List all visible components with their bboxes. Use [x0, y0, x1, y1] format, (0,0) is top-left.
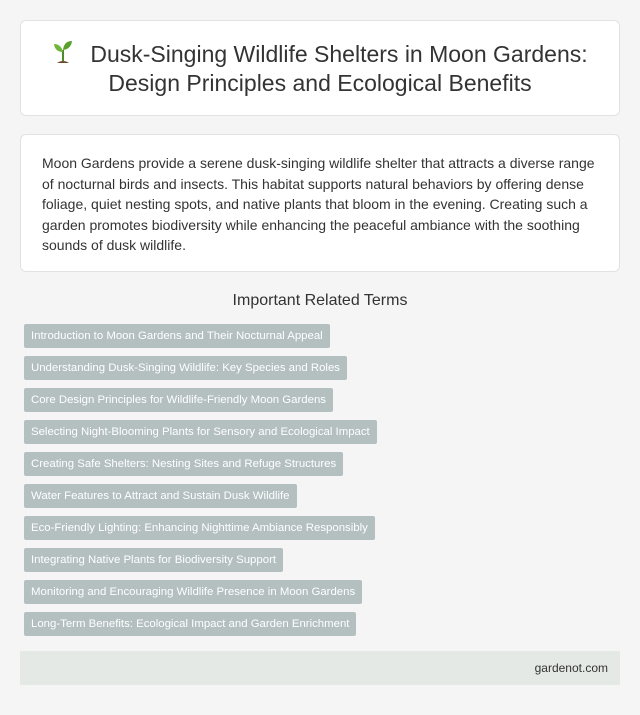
related-term[interactable]: Understanding Dusk-Singing Wildlife: Key Species and Roles: [24, 356, 347, 380]
related-terms-list: [24, 324, 377, 644]
footer: [20, 651, 620, 685]
related-term[interactable]: Water Features to Attract and Sustain Dusk Wildlife: [24, 484, 297, 508]
title-card: [20, 20, 620, 116]
related-term[interactable]: Eco-Friendly Lighting: Enhancing Nighttime Ambiance Responsibly: [24, 516, 375, 540]
related-term[interactable]: Monitoring and Encouraging Wildlife Presence in Moon Gardens: [24, 580, 362, 604]
related-terms-heading: Important Related Terms: [232, 292, 408, 309]
page-title: [45, 39, 595, 98]
related-term[interactable]: Long-Term Benefits: Ecological Impact and Garden Enrichment: [24, 612, 356, 636]
related-term[interactable]: Creating Safe Shelters: Nesting Sites and Refuge Structures: [24, 452, 343, 476]
related-term[interactable]: Introduction to Moon Gardens and Their Nocturnal Appeal: [24, 324, 330, 348]
page-title-text: Dusk-Singing Wildlife Shelters in Moon Gardens: Design Principles and Ecological Benefits: [90, 40, 588, 96]
related-term[interactable]: Selecting Night-Blooming Plants for Sensory and Ecological Impact: [24, 420, 377, 444]
related-term[interactable]: Core Design Principles for Wildlife-Friendly Moon Gardens: [24, 388, 333, 412]
summary-card: [20, 134, 620, 272]
summary-text: Moon Gardens provide a serene dusk-singing wildlife shelter that attracts a diverse range of nocturnal birds and insects. This habitat supports natural behaviors by offering dense foliage, quiet nesting spots, and native plants that bloom in the evening. Creating such a garden promotes biodiversity while enhancing the peaceful ambiance with the soothing sounds of dusk wildlife.: [42, 155, 595, 253]
related-term[interactable]: Integrating Native Plants for Biodiversity Support: [24, 548, 283, 572]
sprout-icon: [52, 39, 74, 65]
footer-site-link[interactable]: gardenot.com: [534, 661, 608, 675]
